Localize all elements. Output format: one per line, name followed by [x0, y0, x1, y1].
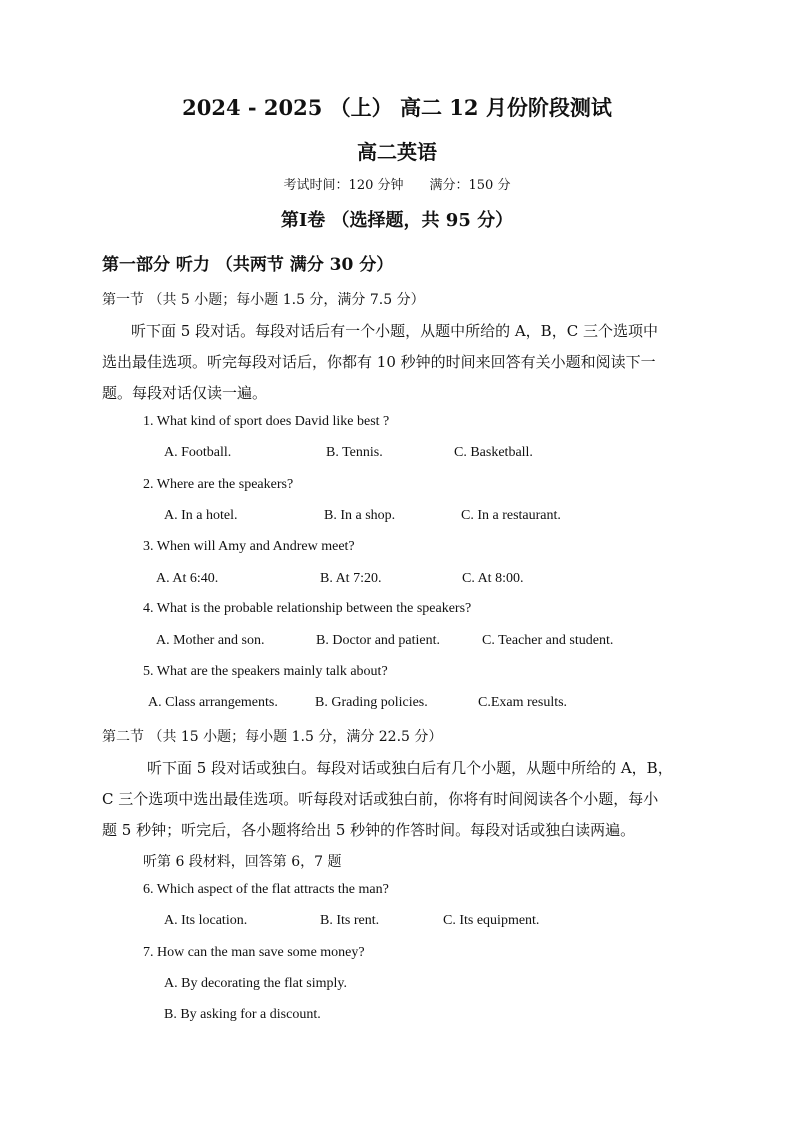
option-c: C. Its equipment. [443, 913, 540, 928]
part1-heading: 第一部分 听力 （共两节 满分 30 分） [102, 255, 394, 275]
exam-info: 考试时间：120 分钟 满分：150 分 [283, 178, 511, 193]
option-c: C. At 8:00. [462, 571, 524, 586]
question-stem: 3. When will Amy and Andrew meet? [143, 539, 355, 554]
question-stem: 6. Which aspect of the flat attracts the man? [143, 882, 389, 897]
section1-heading: 第一节 （共 5 小题；每小题 1.5 分，满分 7.5 分） [102, 292, 425, 308]
option-a: A. Class arrangements. [148, 695, 278, 710]
option-c: C. Teacher and student. [482, 633, 614, 648]
option-a: A. At 6:40. [156, 571, 219, 586]
section1-instruction-line: 题。每段对话仅读一遍。 [102, 384, 268, 402]
question-stem: 2. Where are the speakers? [143, 477, 294, 492]
section2-instruction-line: 题 5 秒钟；听完后，各小题将给出 5 秒钟的作答时间。每段对话或独白读两遍。 [102, 821, 636, 839]
question-stem: 4. What is the probable relationship between the speakers? [143, 601, 472, 616]
option-a: A. Mother and son. [156, 633, 265, 648]
question-stem: 1. What kind of sport does David like best ? [143, 414, 390, 429]
section1-instruction-line: 听下面 5 段对话。每段对话后有一个小题，从题中所给的 A，B，C 三个选项中 [131, 322, 658, 340]
section2-instruction-line: 听下面 5 段对话或独白。每段对话或独白后有几个小题，从题中所给的 A，B， [147, 759, 673, 777]
section1-instruction-line: 选出最佳选项。听完每段对话后，你都有 10 秒钟的时间来回答有关小题和阅读下一 [102, 353, 656, 371]
question-stem: 5. What are the speakers mainly talk about? [143, 664, 388, 679]
option-c: C. In a restaurant. [461, 508, 561, 523]
question-stem: 7. How can the man save some money? [143, 945, 365, 960]
option-b: B. At 7:20. [320, 571, 382, 586]
section2-heading: 第二节 （共 15 小题；每小题 1.5 分，满分 22.5 分） [102, 729, 443, 745]
option-c: C.Exam results. [478, 695, 568, 710]
volume-heading: 第Ⅰ卷 （选择题，共 95 分） [280, 210, 514, 231]
material-note: 听第 6 段材料，回答第 6，7 题 [143, 854, 342, 870]
section2-instruction-line: C 三个选项中选出最佳选项。听每段对话或独白前，你将有时间阅读各个小题，每小 [102, 790, 659, 808]
option-b: B. Doctor and patient. [316, 633, 441, 648]
option-a: A. Football. [164, 445, 232, 460]
exam-title: 2024 - 2025 （上） 高二 12 月份阶段测试 [182, 95, 612, 120]
option-b: B. By asking for a discount. [164, 1007, 321, 1022]
subject-title: 高二英语 [357, 140, 437, 164]
option-b: B. In a shop. [324, 508, 396, 523]
option-a: A. By decorating the flat simply. [164, 976, 347, 991]
option-b: B. Its rent. [320, 913, 380, 928]
option-a: A. Its location. [164, 913, 248, 928]
option-b: B. Tennis. [326, 445, 383, 460]
option-c: C. Basketball. [454, 445, 533, 460]
option-a: A. In a hotel. [164, 508, 238, 523]
option-b: B. Grading policies. [315, 695, 428, 710]
